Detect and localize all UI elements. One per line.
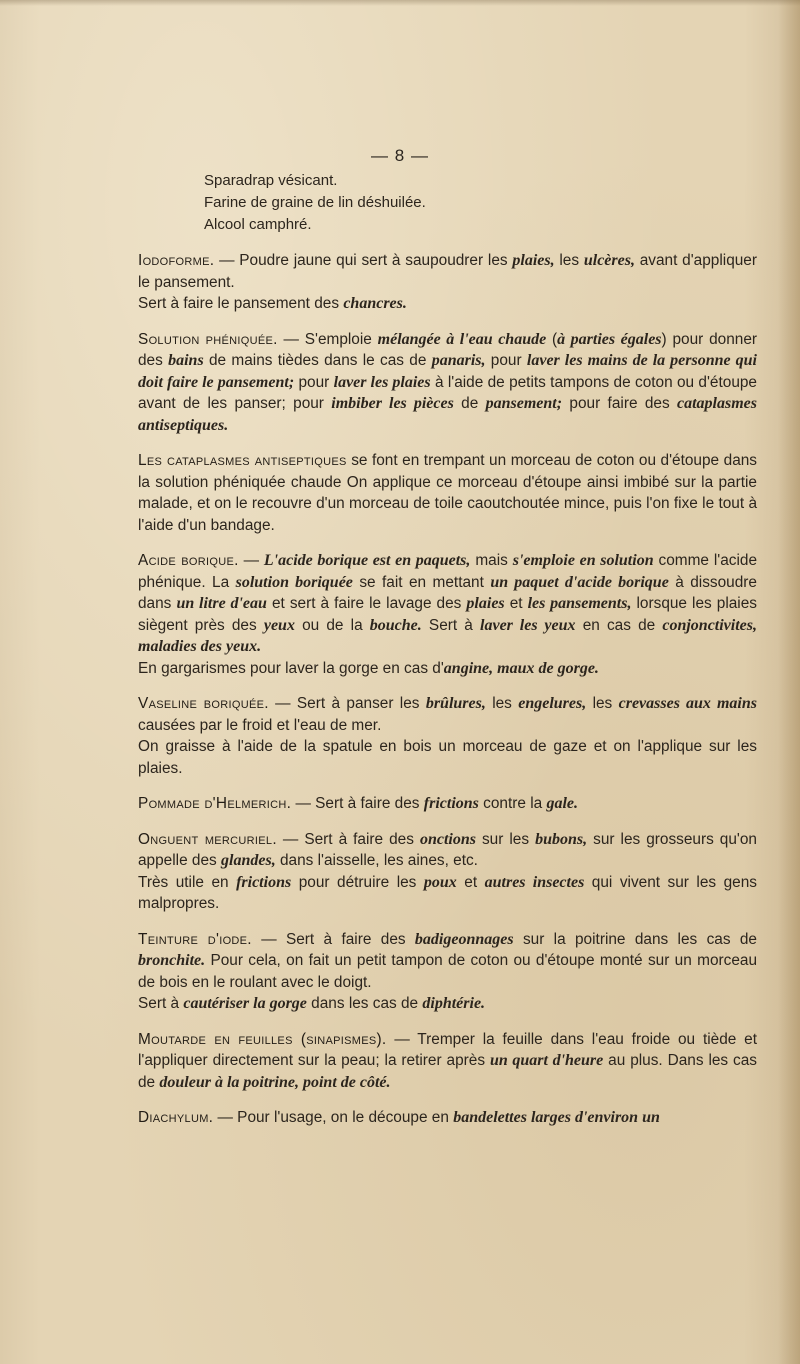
entry-text: — Sert à faire des: [291, 795, 424, 812]
emphasis: angine, maux de gorge.: [443, 659, 599, 677]
emphasis: ulcères,: [583, 252, 635, 269]
entry-text: — S'emploie: [277, 330, 378, 348]
emphasis: panaris,: [431, 352, 486, 369]
emphasis: brûlures,: [425, 695, 486, 712]
emphasis: badigeonnages: [414, 930, 514, 948]
entry-heading: Les cataplasmes antiseptiques: [138, 452, 347, 469]
entry-text: qui vivent sur les gens malpropres.: [138, 873, 757, 912]
emphasis: yeux: [263, 616, 295, 634]
list-item: Alcool camphré.: [204, 216, 312, 233]
emphasis: plaies,: [512, 252, 555, 269]
entry-teinture-paragraph: [138, 993, 757, 1015]
emphasis: s'emploie en solution: [512, 552, 654, 569]
emphasis: laver les yeux: [480, 616, 576, 634]
entry-solution-pheniquee: [138, 329, 757, 437]
entry-text: Sert à: [138, 995, 184, 1012]
emphasis: autres insectes: [484, 873, 585, 891]
emphasis: bouche.: [369, 616, 422, 634]
entry-text: au plus. Dans les cas de: [138, 1052, 757, 1091]
entry-text: et sert à faire le lavage des: [266, 595, 467, 612]
entry-text: lorsque les plaies siègent près des: [138, 595, 757, 634]
entry-heading: Teinture d'iode.: [138, 930, 252, 948]
entry-text: Très utile en: [138, 873, 237, 891]
emphasis: frictions: [236, 873, 292, 891]
entry-text: et: [504, 595, 528, 612]
entry-text: pour détruire les: [291, 873, 424, 891]
entry-diachylum: [138, 1107, 757, 1129]
entry-heading: Vaseline boriquée.: [138, 695, 269, 712]
entry-text: se fait en mettant: [352, 573, 491, 591]
entry-text: —: [238, 552, 264, 569]
entry-moutarde-feuilles: [138, 1029, 757, 1094]
emphasis: douleur à la poitrine, point de côté.: [159, 1073, 391, 1091]
entry-text: — Pour l'usage, on le découpe en: [213, 1109, 454, 1126]
list-item: Sparadrap vésicant.: [204, 172, 338, 189]
entry-text: et: [456, 873, 485, 891]
entry-text: (: [546, 330, 558, 348]
emphasis: laver les mains de la personne qui doit faire le pansement;: [138, 352, 757, 391]
entry-text: — Poudre jaune qui sert à saupoudrer les: [214, 252, 513, 269]
page-top-shadow: [0, 0, 800, 6]
entry-text: contre la: [478, 795, 547, 812]
entry-heading: Pommade d'Helmerich.: [138, 795, 292, 812]
entry-vaseline-paragraph: [138, 736, 757, 779]
emphasis: les pansements,: [527, 595, 632, 612]
entry-heading: Acide borique.: [138, 552, 239, 569]
entry-heading: Onguent mercuriel.: [138, 830, 277, 848]
entry-text: causées par le froid et l'eau de mer.: [138, 716, 382, 734]
emphasis: plaies: [466, 595, 505, 612]
emphasis: un quart d'heure: [489, 1052, 604, 1069]
entry-text: de: [453, 395, 486, 412]
list-item: Farine de graine de lin déshuilée.: [204, 194, 426, 211]
entry-text: En gargarismes pour laver la gorge en cas d': [138, 659, 444, 677]
emphasis: bains: [168, 352, 204, 369]
page-body: [138, 170, 757, 1129]
emphasis: crevasses aux mains: [618, 695, 757, 712]
entry-text: les: [485, 695, 519, 712]
entry-text: pour: [294, 373, 334, 391]
entry-text: à l'aide de petits tampons de coton ou d'étoupe avant de les panser; pour: [138, 373, 757, 412]
emphasis: conjonctivites, maladies des yeux.: [138, 616, 757, 655]
emphasis: bandelettes larges d'environ un: [453, 1109, 660, 1126]
emphasis: pansement;: [485, 395, 563, 412]
entry-iodoforme: [138, 250, 757, 293]
entry-text: avant d'appliquer le pansement.: [138, 252, 757, 291]
entry-text: pour faire des: [562, 395, 677, 412]
emphasis: onctions: [419, 830, 476, 848]
emphasis: un litre d'eau: [176, 595, 267, 612]
emphasis: à parties égales: [557, 330, 662, 348]
emphasis: frictions: [423, 795, 479, 812]
entry-vaseline-boriquee: [138, 693, 757, 736]
entry-text: à dissoudre dans: [138, 573, 757, 612]
entry-text: — Tremper la feuille dans l'eau froide ou tiède et l'appliquer directement sur la peau; la retirer après: [138, 1030, 757, 1069]
page-number: — 8 —: [371, 146, 429, 165]
emphasis: L'acide borique est en paquets,: [263, 552, 471, 569]
entry-text: sur les: [475, 830, 536, 848]
emphasis: engelures,: [518, 695, 587, 712]
entry-text: On graisse à l'aide de la spatule en bois un morceau de gaze et on l'applique sur les plaies.: [138, 738, 757, 777]
emphasis: laver les plaies: [333, 373, 431, 391]
emphasis: bubons,: [535, 830, 588, 848]
entry-text: se font en trempant un morceau de coton ou d'étoupe dans la solution phéniquée chaude On applique ce morceau d'étoupe ainsi imbibé sur la partie malade, et on le recouvre d'un morceau de toile caoutchoutée mince, puis l'on fixe le tout à l'aide d'un bandage.: [138, 452, 758, 534]
entry-text: Pour cela, on fait un petit tampon de coton ou d'étoupe monté sur un morceau de bois en le roulant avec le doigt.: [138, 952, 757, 991]
entry-text: — Sert à faire des: [251, 930, 415, 948]
entry-cataplasmes: [138, 450, 757, 536]
emphasis: bronchite.: [138, 952, 206, 969]
emphasis: cataplasmes antiseptiques.: [138, 395, 757, 434]
entry-text: les: [586, 695, 619, 712]
entry-onguent-mercuriel: [138, 829, 757, 872]
entry-heading: Moutarde en feuilles (sinapismes).: [138, 1030, 387, 1048]
entry-text: ou de la: [294, 616, 370, 634]
entry-heading: Solution phéniquée.: [138, 330, 278, 348]
emphasis: diphtérie.: [422, 995, 486, 1012]
entry-heading: Diachylum.: [138, 1109, 214, 1126]
entry-acide-borique: [138, 550, 757, 658]
page-right-shadow: [778, 0, 800, 1364]
emphasis: cautériser la gorge: [183, 995, 307, 1012]
entry-heading: Iodoforme.: [138, 252, 215, 269]
emphasis: gale.: [546, 795, 579, 812]
entry-text: Sert à: [421, 616, 481, 634]
entry-text: dans les cas de: [306, 995, 423, 1012]
entry-text: sur la poitrine dans les cas de: [513, 930, 757, 948]
emphasis: glandes,: [221, 852, 276, 869]
entry-text: ) pour donner des: [138, 330, 758, 369]
entry-text: dans l'aisselle, les aines, etc.: [275, 852, 478, 869]
entry-text: de mains tièdes dans le cas de: [203, 352, 432, 369]
entry-text: Sert à faire le pansement des: [138, 295, 344, 312]
emphasis: mélangée à l'eau chaude: [377, 330, 547, 348]
entry-text: mais: [470, 552, 513, 569]
entry-text: les: [554, 252, 584, 269]
entry-acide-borique-paragraph: [138, 658, 757, 680]
entry-text: sur les grosseurs qu'on appelle des: [138, 830, 757, 869]
emphasis: un paquet d'acide borique: [490, 573, 669, 591]
emphasis: imbiber les pièces: [331, 395, 454, 412]
entry-onguent-paragraph: [138, 872, 757, 915]
entry-text: comme l'acide phénique. La: [138, 552, 758, 591]
entry-pommade-helmerich: [138, 793, 757, 815]
emphasis: poux: [423, 873, 457, 891]
entry-text: pour: [485, 352, 527, 369]
entry-text: en cas de: [575, 616, 663, 634]
entry-teinture-iode: [138, 929, 757, 994]
emphasis: chancres.: [343, 295, 407, 312]
entry-text: — Sert à faire des: [276, 830, 420, 848]
emphasis: solution boriquée: [235, 573, 353, 591]
entry-iodoforme-paragraph: [138, 293, 757, 315]
entry-text: — Sert à panser les: [268, 695, 426, 712]
